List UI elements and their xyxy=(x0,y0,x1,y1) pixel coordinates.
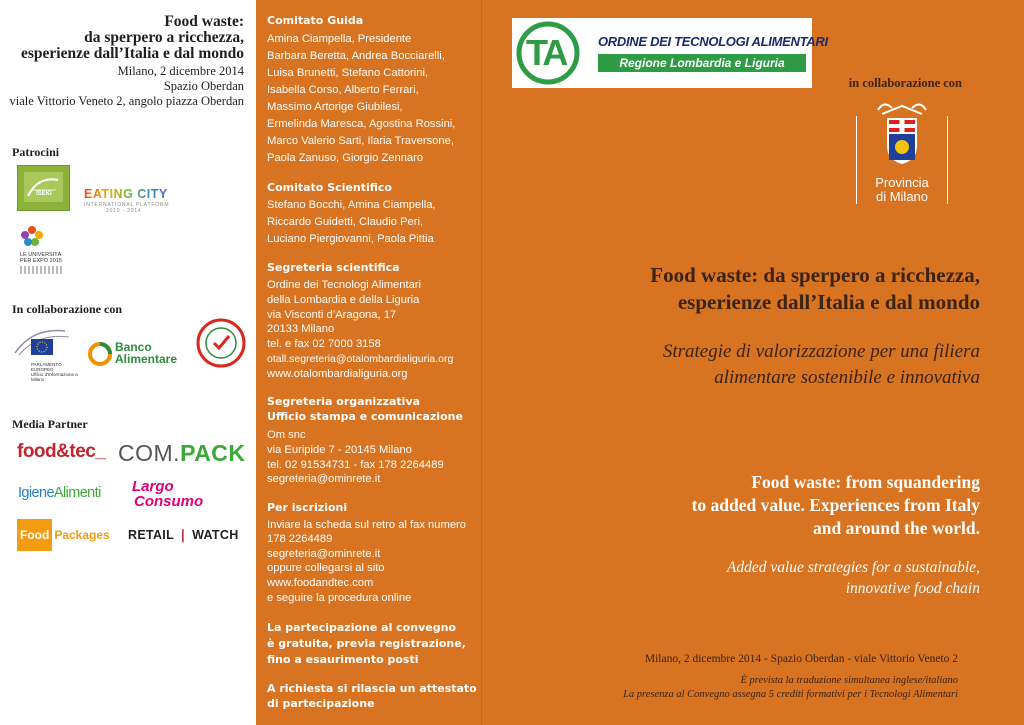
iscrizioni-email-link[interactable]: segreteria@ominrete.it xyxy=(267,548,381,560)
title-en-line-3: and around the world. xyxy=(813,518,980,538)
partecipazione-line: è gratuita, previa registrazione, xyxy=(267,637,466,650)
segreteria-scientifica-line: Ordine dei Tecnologi Alimentari xyxy=(267,279,422,291)
middle-panel xyxy=(256,0,481,725)
parliament-mark-icon xyxy=(13,323,83,357)
comitato-guida-line: Paola Zanuso, Giorgio Zennaro xyxy=(267,152,424,164)
provincia-line-1: Provincia xyxy=(875,175,929,190)
comitato-scientifico-line: Luciano Piergiovanni, Paola Pittia xyxy=(267,233,434,245)
iscrizioni-heading: Per iscrizioni xyxy=(267,501,348,514)
universita-line-1: LE UNIVERSITÀ xyxy=(20,252,62,258)
comitato-guida-line: Luisa Brunetti, Stefano Cattorini, xyxy=(267,67,429,79)
comitato-guida-line: Massimo Artorige Giubilesi, xyxy=(267,101,403,113)
comitato-guida-line: Amina Ciampella, Presidente xyxy=(267,33,412,45)
largo-text-2: Consumo xyxy=(134,493,204,510)
food-packages-logo xyxy=(17,518,110,551)
title-it-line-2: esperienze dall’Italia e dal mondo xyxy=(677,290,980,314)
largo-consumo-logo xyxy=(132,479,203,509)
comitato-guida-heading: Comitato Guida xyxy=(267,14,364,27)
compack-text-a: COM. xyxy=(118,440,181,466)
subtitle-it-line-1: Strategie di valorizzazione per una filiera xyxy=(662,341,980,362)
provincia-milano-logo xyxy=(856,98,948,208)
subtitle-en-line-1: Added value strategies for a sustainable, xyxy=(726,559,980,576)
title-en-line-2: to added value. Experiences from Italy xyxy=(691,495,980,515)
segreteria-website-link[interactable]: www.otalombardialiguria.org xyxy=(267,368,408,380)
igiene-alimenti-logo xyxy=(18,485,101,501)
igiene-text-b: Alimenti xyxy=(53,485,101,501)
partecipazione-line: fino a esaurimento posti xyxy=(267,653,419,666)
iscrizioni-fax: 178 2264489 xyxy=(267,533,333,545)
iscrizioni-website-link[interactable]: www.foodandtec.com xyxy=(267,577,374,589)
patrocini-heading: Patrocini xyxy=(12,145,60,159)
segreteria-org-line: tel. 02 91534731 - fax 178 2264489 xyxy=(267,459,444,471)
ota-logo-letters: TA xyxy=(526,32,566,73)
igiene-text-a: Igiene xyxy=(18,485,54,501)
event-venue: Spazio Oberdan xyxy=(163,79,244,93)
iseki-label: ISEKI xyxy=(36,191,52,197)
retail-text-b: WATCH xyxy=(192,528,239,542)
food-packages-text-a: Food xyxy=(17,519,52,551)
eating-city-years: 2010 - 2014 xyxy=(106,208,142,214)
comitato-guida-line: Barbara Beretta, Andrea Bocciarelli, xyxy=(267,50,445,62)
foodtec-logo xyxy=(17,441,105,463)
banco-line-2: Alimentare xyxy=(115,352,178,366)
event-footer: Milano, 2 dicembre 2014 - Spazio Oberdan - viale Vittorio Veneto 2 xyxy=(644,653,958,665)
universita-line-2: PER EXPO 2015 xyxy=(20,258,62,264)
eating-city-title: EATING CITY xyxy=(84,187,176,201)
segreteria-scientifica-line: via Visconti d’Aragona, 17 xyxy=(267,309,397,321)
universita-expo-logo xyxy=(20,225,70,281)
banco-alimentare-logo xyxy=(88,340,192,370)
event-title-line-2: da sperpero a ricchezza, xyxy=(84,29,244,46)
parlamento-europeo-logo xyxy=(13,323,83,382)
media-partner-heading: Media Partner xyxy=(12,417,88,431)
comitato-scientifico-line: Stefano Bocchi, Amina Ciampella, xyxy=(267,199,436,211)
seal-logo xyxy=(196,318,246,368)
title-it-line-1: Food waste: da sperpero a ricchezza, xyxy=(650,263,980,287)
comitato-guida-line: Isabella Corso, Alberto Ferrari, xyxy=(267,84,419,96)
iseki-mark-icon xyxy=(18,166,69,210)
event-date: Milano, 2 dicembre 2014 xyxy=(117,64,244,78)
right-panel xyxy=(481,0,1024,725)
segreteria-scientifica-line: tel. e fax 02 7000 3158 xyxy=(267,338,381,350)
iseki-logo xyxy=(17,165,70,211)
segreteria-scientifica-line: della Lombardia e della Liguria xyxy=(267,294,420,306)
retail-text-a: RETAIL xyxy=(128,528,174,542)
comitato-guida-line: Marco Valerio Sarti, Ilaria Traversone, xyxy=(267,135,454,147)
ota-region: Regione Lombardia e Liguria xyxy=(598,54,806,72)
universita-emblems xyxy=(20,266,64,274)
parlamento-line-2: Ufficio d'Informazione a Milano xyxy=(31,372,78,382)
banco-mark-icon xyxy=(88,342,112,366)
compack-text-b: PACK xyxy=(180,440,246,466)
eating-city-subtitle: INTERNATIONAL PLATFORM xyxy=(84,202,170,208)
comitato-guida-line: Ermelinda Maresca, Agostina Rossini, xyxy=(267,118,456,130)
ota-title: ORDINE DEI TECNOLOGI ALIMENTARI xyxy=(598,34,828,49)
segreteria-scientifica-line: 20133 Milano xyxy=(267,323,335,335)
collab-heading: In collaborazione con xyxy=(12,302,122,316)
event-title-line-3: esperienze dall’Italia e dal mondo xyxy=(20,45,244,62)
title-en-line-1: Food waste: from squandering xyxy=(751,472,980,492)
subtitle-en-line-2: innovative food chain xyxy=(845,580,980,597)
ota-logo xyxy=(512,18,828,88)
event-title-line-1: Food waste: xyxy=(164,13,244,30)
provincia-crest-icon xyxy=(872,98,932,168)
translation-note: È prevista la traduzione simultanea inglese/italiano xyxy=(740,675,958,686)
provincia-line-2: di Milano xyxy=(875,189,929,204)
round-seal-icon xyxy=(196,318,246,368)
iscrizioni-line: e seguire la procedura online xyxy=(267,592,412,604)
left-panel xyxy=(0,0,256,725)
attestato-line: di partecipazione xyxy=(267,697,375,710)
foodtec-text: food&tec_ xyxy=(17,441,106,462)
segreteria-org-line: via Euripide 7 - 20145 Milano xyxy=(267,444,412,456)
partecipazione-line: La partecipazione al convegno xyxy=(267,621,456,634)
comitato-scientifico-heading: Comitato Scientifico xyxy=(267,181,392,194)
ufficio-stampa-heading: Ufficio stampa e comunicazione xyxy=(267,410,463,423)
compack-logo xyxy=(118,440,246,467)
segreteria-email-link[interactable]: otall.segreteria@otalombardialiguria.org xyxy=(267,353,454,365)
collab-label: in collaborazione con xyxy=(848,76,962,90)
segreteria-organizzativa-heading: Segreteria organizzativa xyxy=(267,395,421,408)
retail-mark-icon: ❘ xyxy=(173,528,193,542)
retail-watch-logo xyxy=(128,527,239,542)
flower-mark-icon xyxy=(20,225,44,247)
food-packages-text-b: Packages xyxy=(54,527,110,542)
attestato-line: A richiesta si rilascia un attestato xyxy=(267,682,477,695)
segreteria-org-email-link[interactable]: segreteria@ominrete.it xyxy=(267,473,381,485)
iscrizioni-line: Inviare la scheda sul retro al fax numero xyxy=(267,519,466,531)
eating-city-logo xyxy=(84,187,176,217)
event-address: viale Vittorio Veneto 2, angolo piazza Oberdan xyxy=(9,94,244,108)
largo-text-1: Largo xyxy=(132,478,174,495)
iscrizioni-line: oppure collegarsi al sito xyxy=(267,562,385,574)
comitato-scientifico-line: Riccardo Guidetti, Claudio Peri, xyxy=(267,216,424,228)
credits-note: La presenza al Convegno assegna 5 crediti formativi per i Tecnologi Alimentari xyxy=(623,689,958,700)
parlamento-line-1: PARLAMENTO EUROPEO xyxy=(31,362,62,372)
banco-line-1: Banco xyxy=(115,340,152,354)
segreteria-scientifica-heading: Segreteria scientifica xyxy=(267,261,400,274)
subtitle-it-line-2: alimentare sostenibile e innovativa xyxy=(714,367,980,388)
segreteria-org-line: Om snc xyxy=(267,429,306,441)
